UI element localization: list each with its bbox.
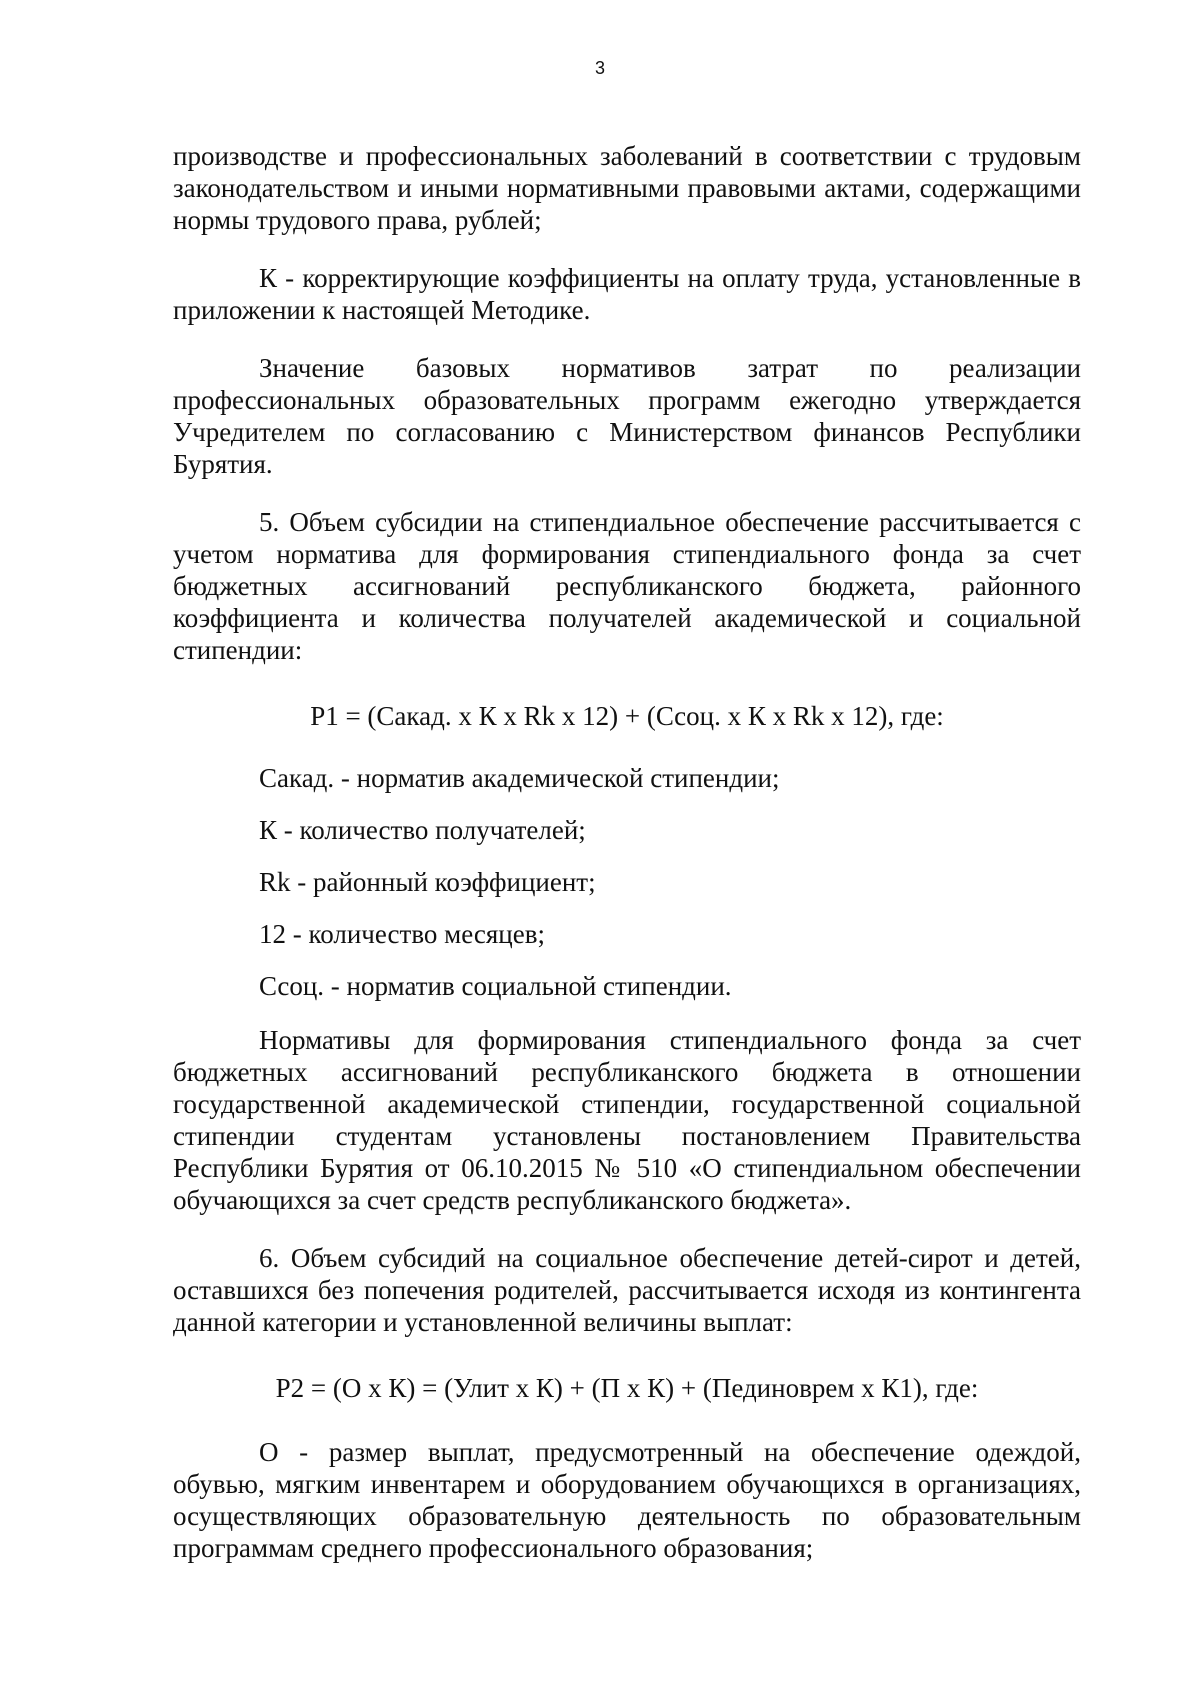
paragraph-o-definition: О - размер выплат, предусмотренный на обеспечение одеждой, обувью, мягким инвентарем и оборудованием обучающихся в организациях, осуществляющих образовательную деятельность по образовательным программам среднего профессионального образования; [173, 1437, 1081, 1563]
definition-ssots: Ссоц. - норматив социальной стипендии. [259, 971, 732, 1001]
definition-months: 12 - количество месяцев; [259, 919, 545, 949]
paragraph-k-coefficients: К - корректирующие коэффициенты на оплату труда, установленные в приложении к настоящей Методике. [173, 263, 1081, 325]
paragraph-base-norms: Значение базовых нормативов затрат по реализации профессиональных образовательных программ ежегодно утверждается Учредителем по согласованию с Министерством финансов Республики Бурятия. [173, 353, 1081, 479]
paragraph-section-5: 5. Объем субсидии на стипендиальное обеспечение рассчитывается с учетом норматива для формирования стипендиального фонда за счет бюджетных ассигнований республиканского бюджета, районного коэффициента и количества получателей академической и социальной стипендии: [173, 507, 1081, 665]
paragraph-continuation: производстве и профессиональных заболеваний в соответствии с трудовым законодательством и иными нормативными правовыми актами, содержащими нормы трудового права, рублей; [173, 141, 1081, 235]
paragraph-section-6: 6. Объем субсидий на социальное обеспечение детей-сирот и детей, оставшихся без попечения родителей, рассчитывается исходя из контингента данной категории и установленной величины выплат: [173, 1243, 1081, 1337]
definition-rk: Rk - районный коэффициент; [259, 867, 596, 897]
definition-sakad: Сакад. - норматив академической стипендии; [259, 763, 780, 793]
formula-p1: Р1 = (Сакад. х К х Rk х 12) + (Ссоц. х К х Rk х 12), где: [310, 701, 944, 731]
paragraph-stipend-norms: Нормативы для формирования стипендиального фонда за счет бюджетных ассигнований республиканского бюджета в отношении государственной академической стипендии, государственной социальной стипендии студентам установлены постановлением Правительства Республики Бурятия от 06.10.2015 № 510 «О стипендиальном обеспечении обучающихся за счет средств республиканского бюджета». [173, 1025, 1081, 1215]
definition-k: К - количество получателей; [259, 815, 586, 845]
formula-p2: Р2 = (О х К) = (Улит х К) + (П х К) + (Пединоврем х К1), где: [275, 1373, 979, 1403]
page-number: 3 [594, 58, 605, 78]
document-body [173, 140, 1081, 1564]
